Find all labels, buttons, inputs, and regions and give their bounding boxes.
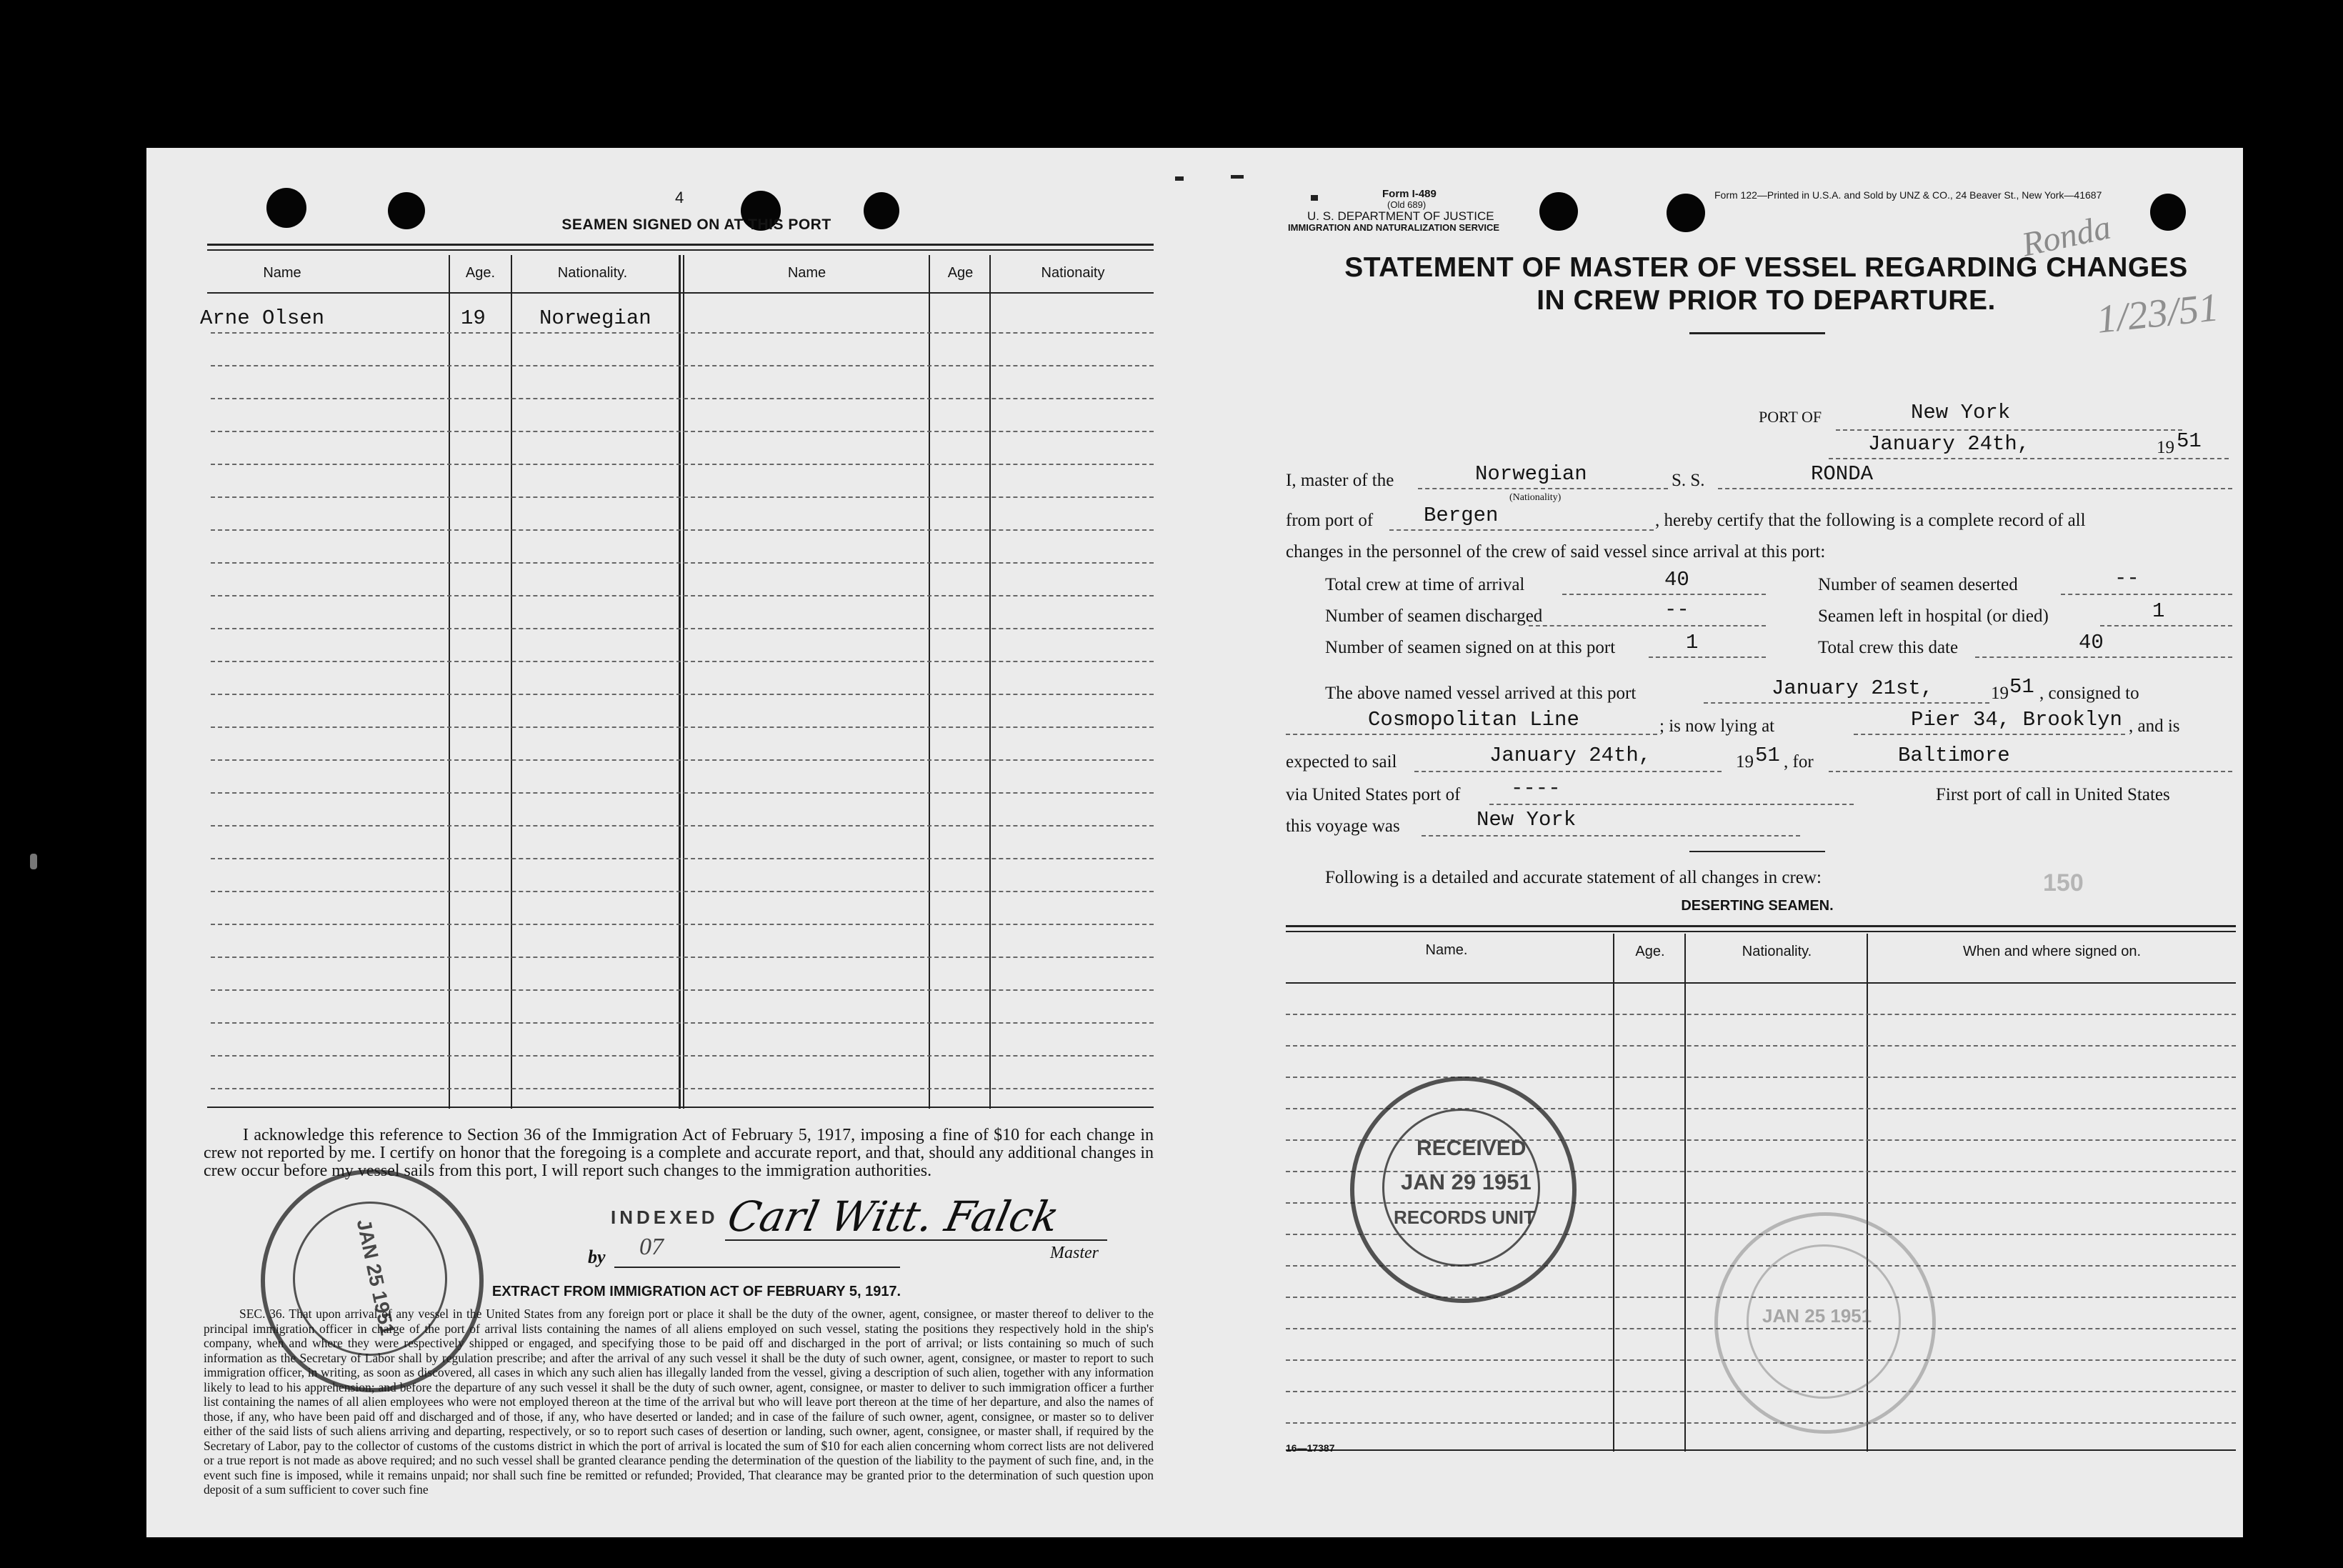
row-line [211, 628, 1154, 629]
port-of-value: New York [1911, 401, 2011, 424]
fill-line [1562, 594, 1766, 595]
total-crew-date-label: Total crew this date [1818, 638, 1959, 657]
col-header-name: Name [263, 265, 301, 281]
fill-line [1389, 529, 1654, 531]
fill-line [1829, 458, 2229, 459]
table-row-nationality: Norwegian [539, 306, 651, 330]
ss-label: S. S. [1672, 471, 1705, 490]
following-text: Following is a detailed and accurate statement of all changes in crew: [1325, 868, 1822, 887]
row-line [211, 464, 1154, 465]
sail-year: 51 [1755, 744, 1780, 767]
deserting-col-line [1684, 934, 1686, 1452]
fill-line [2100, 625, 2232, 626]
received-stamp-date: JAN 29 1951 [1401, 1169, 1532, 1194]
col-line [989, 255, 991, 1109]
col-header-age: Age. [465, 265, 496, 281]
first-port-value: New York [1477, 808, 1577, 832]
round-stamp-date: JAN 25 1951 [352, 1217, 399, 1337]
fill-line [1649, 656, 1766, 658]
deserting-header-rule [1286, 982, 2236, 984]
voyage-label: this voyage was [1286, 817, 1400, 836]
deserting-col-age: Age. [1635, 944, 1665, 959]
col-header-age-2: Age [947, 265, 974, 281]
destination-value: Baltimore [1898, 744, 2010, 767]
deserting-top-rule [1286, 925, 2236, 927]
punch-hole [1539, 192, 1578, 231]
col-header-name-2: Name [787, 265, 826, 281]
port-of-label: PORT OF [1759, 408, 1822, 426]
section-title: SEAMEN SIGNED ON AT THIS PORT [561, 216, 831, 233]
table-row-age: 19 [461, 306, 486, 330]
department: U. S. DEPARTMENT OF JUSTICE [1307, 209, 1494, 223]
col-header-nationality: Nationality. [557, 265, 628, 281]
col-line [929, 255, 930, 1109]
title-underline [1689, 332, 1825, 334]
signed-on-value: 1 [1686, 631, 1699, 654]
col-header-nationality-2: Nationaity [1041, 265, 1105, 281]
fill-line [1836, 429, 2182, 431]
total-crew-arrival-label: Total crew at time of arrival [1325, 575, 1525, 594]
arrived-year-prefix: 19 [1991, 684, 2009, 703]
table-row-name: Arne Olsen [200, 306, 325, 330]
row-line [211, 792, 1154, 794]
row-line [211, 858, 1154, 859]
deserting-top-rule [1286, 931, 2236, 932]
punch-hole [864, 192, 899, 229]
received-stamp-word: RECEIVED [1417, 1137, 1527, 1160]
row-line [211, 661, 1154, 662]
row-line [211, 759, 1154, 761]
indexed-by-initials: 07 [639, 1234, 664, 1260]
row-line [211, 431, 1154, 432]
page-number: 4 [675, 189, 684, 206]
form-title-line2: IN CREW PRIOR TO DEPARTURE. [1537, 285, 1996, 316]
ship-name-value: RONDA [1811, 462, 1874, 486]
form-number: Form I-489 [1382, 188, 1437, 200]
expected-label: expected to sail [1286, 752, 1397, 771]
table-top-rule [207, 244, 1154, 246]
fill-line [1704, 702, 1989, 704]
statement-year-prefix: 19 [2157, 438, 2174, 457]
sail-year-prefix: 19 [1736, 752, 1754, 771]
row-line [211, 825, 1154, 827]
statement-year: 51 [2177, 429, 2202, 453]
fill-line [1418, 488, 1668, 489]
fill-line [1975, 656, 2232, 658]
row-line [211, 1088, 1154, 1089]
punch-hole [1667, 194, 1705, 232]
row-line [211, 529, 1154, 531]
row-line [1286, 1014, 2236, 1015]
extract-title: EXTRACT FROM IMMIGRATION ACT OF FEBRUARY 5, 1917. [491, 1284, 901, 1299]
row-line [211, 694, 1154, 695]
row-line [211, 595, 1154, 596]
faint-stamp-date: JAN 25 1951 [1762, 1305, 1872, 1327]
changes-text: changes in the personnel of the crew of said vessel since arrival at this port: [1286, 542, 1826, 561]
faint-number: 150 [2043, 869, 2084, 897]
deserting-bottom-rule [1286, 1449, 2236, 1451]
signature-line [725, 1239, 1107, 1241]
indexed-by-label: by [588, 1247, 606, 1267]
deserting-title: DESERTING SEAMEN. [1681, 898, 1834, 914]
ink-speck [1311, 195, 1318, 201]
fill-line [1489, 804, 1854, 805]
hospital-label: Seamen left in hospital (or died) [1818, 606, 2049, 626]
row-line [211, 1055, 1154, 1057]
hospital-value: 1 [2152, 599, 2165, 623]
discharged-value: -- [1664, 598, 1689, 621]
indexed-stamp: INDEXED [611, 1207, 719, 1228]
row-line [1286, 1077, 2236, 1078]
row-line [211, 726, 1154, 728]
total-crew-arrival-value: 40 [1664, 568, 1689, 591]
arrived-date-value: January 21st, [1772, 676, 1934, 700]
document-sheet [146, 148, 2243, 1537]
first-port-label: First port of call in United States [1936, 785, 2170, 804]
from-port-label: from port of [1286, 511, 1374, 530]
fill-line [1854, 734, 2125, 735]
deserting-col-name: Name. [1425, 942, 1468, 958]
consignee-value: Cosmopolitan Line [1368, 708, 1579, 731]
footer-code: 16—17387 [1286, 1442, 1335, 1454]
col-line [679, 255, 681, 1109]
fill-line [1422, 835, 1800, 837]
handwritten-date: 1/23/51 [2094, 285, 2221, 342]
arrived-year: 51 [2009, 675, 2034, 699]
via-port-value: ---- [1511, 776, 1561, 800]
printer-note: Form 122—Printed in U.S.A. and Sold by UNZ & CO., 24 Beaver St., New York—41687 [1714, 189, 2102, 201]
fill-line [2061, 594, 2232, 595]
certify-text: , hereby certify that the following is a complete record of all [1655, 511, 2086, 530]
master-of-label: I, master of the [1286, 471, 1394, 490]
fill-line [1829, 771, 2232, 772]
deserted-value: -- [2114, 566, 2139, 590]
col-line [449, 255, 450, 1109]
via-label: via United States port of [1286, 785, 1461, 804]
nationality-value: Norwegian [1475, 462, 1587, 486]
deserted-label: Number of seamen deserted [1818, 575, 2018, 594]
row-line [211, 365, 1154, 366]
fill-line [1718, 488, 2232, 489]
master-signature: Carl Witt. Falck [723, 1192, 1064, 1241]
master-label: Master [1050, 1244, 1099, 1262]
extract-text: SEC. 36. That upon arrival of any vessel in the United States from any foreign port or place it shall be the duty of the owner, agent, consignee, or master thereof to deliver to the principal immigration officer in charge of the port of arrival lists containing the names of all aliens employed on such vessel, stating the positions they respectively hold in the ship's company, when and where they were respectively shipped or engaged, and specifying those to be paid off and discharged in the port of arrival; or lists containing so much of such information as the Secretary of Labor shall by regulation prescribe; and after the arrival of any such vessel it shall be the duty of such owner, agent, consignee, or master to report to such immigration officer, in writing, as soon as discovered, all cases in which any such alien has illegally landed from the vessel, giving a description of such alien, together with any information likely to lead to his apprehension; and before the departure of any such vessel it shall be the duty of such owner, agent, consignee, or master to deliver to such immigration officer a further list containing the names of all alien employees who were not employed thereon at the time of the arrival but who will leave port thereon at the time of her departure, and also the names of those, if any, who have been paid off and discharged and of those, if any, who have deserted or landed; and in case of the failure of such owner, agent, consignee, or master so to deliver either of the said lists of such aliens arriving and departing, respectively, or so to report such cases of desertion or landing, such owner, agent, consignee, or master shall, if required by the Secretary of Labor, pay to the collector of customs of the customs district in which the port of arrival is located the sum of $10 for each alien concerning whom correct lists are not delivered or a true report is not made as above required; and no such vessel shall be granted clearance pending the determination of the question of the liability to the payment of such fine, and, in the event such fine is imposed, while it remains unpaid; nor shall such fine be remitted or refunded; Provided, That clearance may be granted prior to the determination of such question upon deposit of a sum sufficient to cover such fine [204, 1307, 1154, 1497]
consigned-label: , consigned to [2039, 684, 2139, 703]
sail-date-value: January 24th, [1489, 744, 1652, 767]
lying-at-value: Pier 34, Brooklyn [1911, 708, 2122, 731]
row-line [211, 398, 1154, 399]
nationality-caption: (Nationality) [1509, 492, 1562, 503]
from-port-value: Bergen [1424, 504, 1499, 527]
total-crew-date-value: 40 [2079, 631, 2104, 654]
fill-line [1529, 625, 1766, 626]
discharged-label: Number of seamen discharged [1325, 606, 1543, 626]
row-line [211, 957, 1154, 958]
for-label: , for [1784, 752, 1814, 771]
form-old: (Old 689) [1387, 199, 1427, 210]
row-line [211, 924, 1154, 925]
arrived-label: The above named vessel arrived at this port [1325, 684, 1637, 703]
section-rule [1689, 851, 1825, 852]
table-top-rule [207, 249, 1154, 251]
and-is-label: , and is [2129, 716, 2180, 736]
deserting-col-nationality: Nationality. [1742, 944, 1812, 959]
punch-hole [266, 188, 306, 228]
col-line [683, 255, 684, 1109]
statement-date: January 24th, [1868, 432, 2030, 456]
table-bottom-rule [207, 1107, 1154, 1108]
row-line [211, 562, 1154, 564]
indexed-underline [614, 1267, 900, 1268]
row-line [211, 891, 1154, 892]
signed-on-label: Number of seamen signed on at this port [1325, 638, 1616, 657]
row-line [211, 989, 1154, 991]
acknowledgement-text: I acknowledge this reference to Section 36 of the Immigration Act of February 5, 1917, imposing a fine of $10 for each change in crew not reported by me. I certify on honor that the foregoing is a complete and accurate report, and that, should any additional changes in crew occur before my vessel sails from this port, I will report such changes to the immigration authorities. [204, 1126, 1154, 1180]
punch-hole [388, 192, 425, 229]
row-line [1286, 1045, 2236, 1047]
row-line [211, 1022, 1154, 1024]
row-line [211, 496, 1154, 498]
handwritten-ship-name: Ronda [2018, 208, 2114, 264]
row-line [1286, 1422, 2236, 1424]
service: IMMIGRATION AND NATURALIZATION SERVICE [1288, 222, 1500, 233]
deserting-col-line [1613, 934, 1614, 1452]
fill-line [1286, 734, 1657, 735]
col-line [511, 255, 512, 1109]
deserting-col-signed-on: When and where signed on. [1962, 944, 2142, 959]
edge-speck [30, 854, 37, 869]
lying-label: ; is now lying at [1659, 716, 1775, 736]
ink-speck [1231, 175, 1244, 179]
received-stamp-unit: RECORDS UNIT [1394, 1207, 1535, 1228]
fill-line [1414, 771, 1722, 772]
ink-speck [1175, 176, 1184, 181]
form-title-line1: STATEMENT OF MASTER OF VESSEL REGARDING CHANGES [1344, 252, 2188, 283]
row-line [211, 332, 1154, 334]
